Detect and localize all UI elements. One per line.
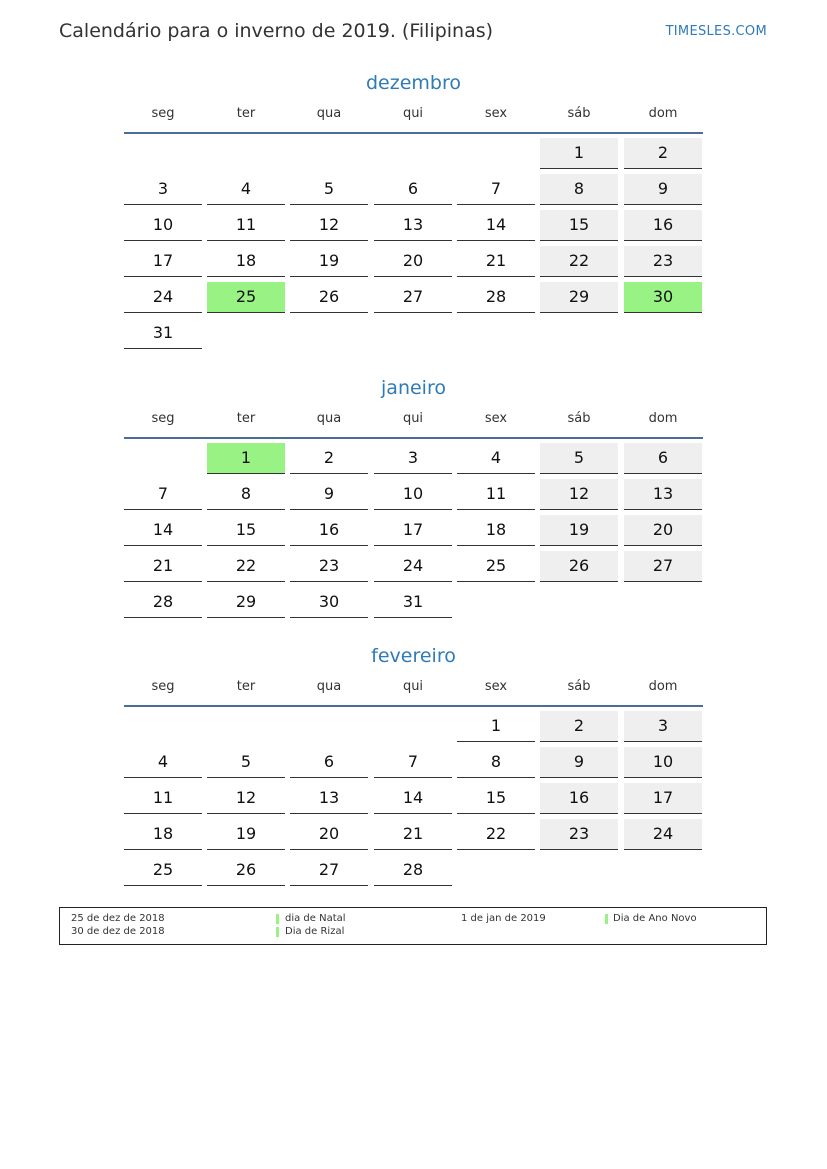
day-cell: 4 <box>207 174 285 205</box>
weekday-label: dom <box>648 679 678 694</box>
legend-holiday-name: Dia de Rizal <box>285 926 345 937</box>
day-cell: 3 <box>124 174 202 205</box>
weekday-label: qua <box>316 679 342 694</box>
legend-holiday-name: Dia de Ano Novo <box>613 913 697 924</box>
header-divider <box>124 132 703 134</box>
day-cell: 16 <box>540 783 618 814</box>
holiday-day-cell: 25 <box>207 282 285 313</box>
day-cell: 6 <box>624 443 702 474</box>
day-cell: 18 <box>207 246 285 277</box>
day-cell: 12 <box>207 783 285 814</box>
day-cell: 24 <box>374 551 452 582</box>
day-cell: 24 <box>124 282 202 313</box>
weekday-label: dom <box>648 411 678 426</box>
day-cell: 5 <box>540 443 618 474</box>
day-cell: 28 <box>374 855 452 886</box>
day-cell: 7 <box>457 174 535 205</box>
day-cell: 18 <box>124 819 202 850</box>
day-cell: 10 <box>624 747 702 778</box>
day-cell: 19 <box>290 246 368 277</box>
day-cell: 1 <box>457 711 535 742</box>
day-cell: 7 <box>374 747 452 778</box>
day-cell: 25 <box>124 855 202 886</box>
day-cell: 4 <box>457 443 535 474</box>
weekday-label: seg <box>151 106 175 121</box>
day-cell: 23 <box>624 246 702 277</box>
day-cell: 12 <box>290 210 368 241</box>
day-cell: 11 <box>207 210 285 241</box>
weekday-label: sex <box>484 106 508 121</box>
day-cell: 15 <box>207 515 285 546</box>
month-title: dezembro <box>366 72 461 94</box>
day-cell: 13 <box>290 783 368 814</box>
brand-link[interactable]: TIMESLES.COM <box>665 24 767 39</box>
weekday-label: seg <box>151 679 175 694</box>
day-cell: 11 <box>124 783 202 814</box>
weekday-header <box>124 409 703 439</box>
weekday-label: qui <box>402 411 424 426</box>
weekday-header <box>124 104 703 134</box>
weekday-label: qui <box>402 679 424 694</box>
day-cell: 29 <box>207 587 285 618</box>
day-cell: 23 <box>290 551 368 582</box>
day-cell: 2 <box>290 443 368 474</box>
weekday-label: sex <box>484 679 508 694</box>
day-cell: 21 <box>374 819 452 850</box>
holiday-day-cell: 30 <box>624 282 702 313</box>
day-cell: 17 <box>374 515 452 546</box>
weekday-label: qui <box>402 106 424 121</box>
day-cell: 19 <box>540 515 618 546</box>
day-cell: 9 <box>540 747 618 778</box>
day-cell: 6 <box>290 747 368 778</box>
day-cell: 21 <box>457 246 535 277</box>
day-cell: 18 <box>457 515 535 546</box>
holiday-color-marker <box>605 914 608 924</box>
weekday-label: qua <box>316 411 342 426</box>
day-cell: 8 <box>540 174 618 205</box>
day-cell: 17 <box>624 783 702 814</box>
day-cell: 5 <box>290 174 368 205</box>
legend-date: 1 de jan de 2019 <box>461 913 546 924</box>
day-cell: 29 <box>540 282 618 313</box>
day-cell: 30 <box>290 587 368 618</box>
day-cell: 22 <box>207 551 285 582</box>
day-cell: 16 <box>624 210 702 241</box>
day-cell: 7 <box>124 479 202 510</box>
day-cell: 1 <box>540 138 618 169</box>
day-cell: 2 <box>540 711 618 742</box>
day-cell: 9 <box>290 479 368 510</box>
day-cell: 20 <box>374 246 452 277</box>
holiday-color-marker <box>276 927 279 937</box>
day-cell: 10 <box>374 479 452 510</box>
day-cell: 2 <box>624 138 702 169</box>
day-cell: 3 <box>374 443 452 474</box>
day-cell: 4 <box>124 747 202 778</box>
month-title: fevereiro <box>371 645 456 667</box>
day-cell: 14 <box>124 515 202 546</box>
month-janeiro <box>124 375 703 611</box>
header-divider <box>124 705 703 707</box>
day-cell: 5 <box>207 747 285 778</box>
legend-holiday-name: dia de Natal <box>285 913 346 924</box>
day-cell: 31 <box>374 587 452 618</box>
day-cell: 28 <box>124 587 202 618</box>
day-cell: 19 <box>207 819 285 850</box>
day-cell: 27 <box>374 282 452 313</box>
day-cell: 8 <box>207 479 285 510</box>
month-dezembro <box>124 70 703 342</box>
day-cell: 11 <box>457 479 535 510</box>
holiday-color-marker <box>276 914 279 924</box>
legend-date: 30 de dez de 2018 <box>71 926 165 937</box>
day-cell: 3 <box>624 711 702 742</box>
day-cell: 28 <box>457 282 535 313</box>
header-divider <box>124 437 703 439</box>
weekday-label: sáb <box>567 411 591 426</box>
weekday-label: seg <box>151 411 175 426</box>
day-cell: 6 <box>374 174 452 205</box>
weekday-header <box>124 677 703 707</box>
day-cell: 20 <box>290 819 368 850</box>
day-cell: 27 <box>624 551 702 582</box>
day-cell: 23 <box>540 819 618 850</box>
weekday-label: ter <box>236 411 256 426</box>
day-cell: 13 <box>374 210 452 241</box>
day-cell: 26 <box>207 855 285 886</box>
holiday-legend <box>59 907 767 945</box>
weekday-label: sáb <box>567 679 591 694</box>
day-cell: 15 <box>457 783 535 814</box>
day-cell: 25 <box>457 551 535 582</box>
day-cell: 8 <box>457 747 535 778</box>
day-cell: 21 <box>124 551 202 582</box>
day-cell: 17 <box>124 246 202 277</box>
day-cell: 10 <box>124 210 202 241</box>
day-cell: 15 <box>540 210 618 241</box>
holiday-day-cell: 1 <box>207 443 285 474</box>
weekday-label: dom <box>648 106 678 121</box>
legend-date: 25 de dez de 2018 <box>71 913 165 924</box>
day-cell: 14 <box>374 783 452 814</box>
day-cell: 24 <box>624 819 702 850</box>
day-cell: 27 <box>290 855 368 886</box>
weekday-label: sex <box>484 411 508 426</box>
day-cell: 22 <box>540 246 618 277</box>
day-cell: 13 <box>624 479 702 510</box>
day-cell: 22 <box>457 819 535 850</box>
page-title: Calendário para o inverno de 2019. (Filipinas) <box>59 20 494 42</box>
weekday-label: ter <box>236 106 256 121</box>
weekday-label: qua <box>316 106 342 121</box>
weekday-label: sáb <box>567 106 591 121</box>
day-cell: 20 <box>624 515 702 546</box>
day-cell: 14 <box>457 210 535 241</box>
day-cell: 26 <box>540 551 618 582</box>
month-fevereiro <box>124 643 703 879</box>
day-cell: 12 <box>540 479 618 510</box>
day-cell: 16 <box>290 515 368 546</box>
weekday-label: ter <box>236 679 256 694</box>
day-cell: 26 <box>290 282 368 313</box>
day-cell: 9 <box>624 174 702 205</box>
day-cell: 31 <box>124 318 202 349</box>
month-title: janeiro <box>381 377 446 399</box>
